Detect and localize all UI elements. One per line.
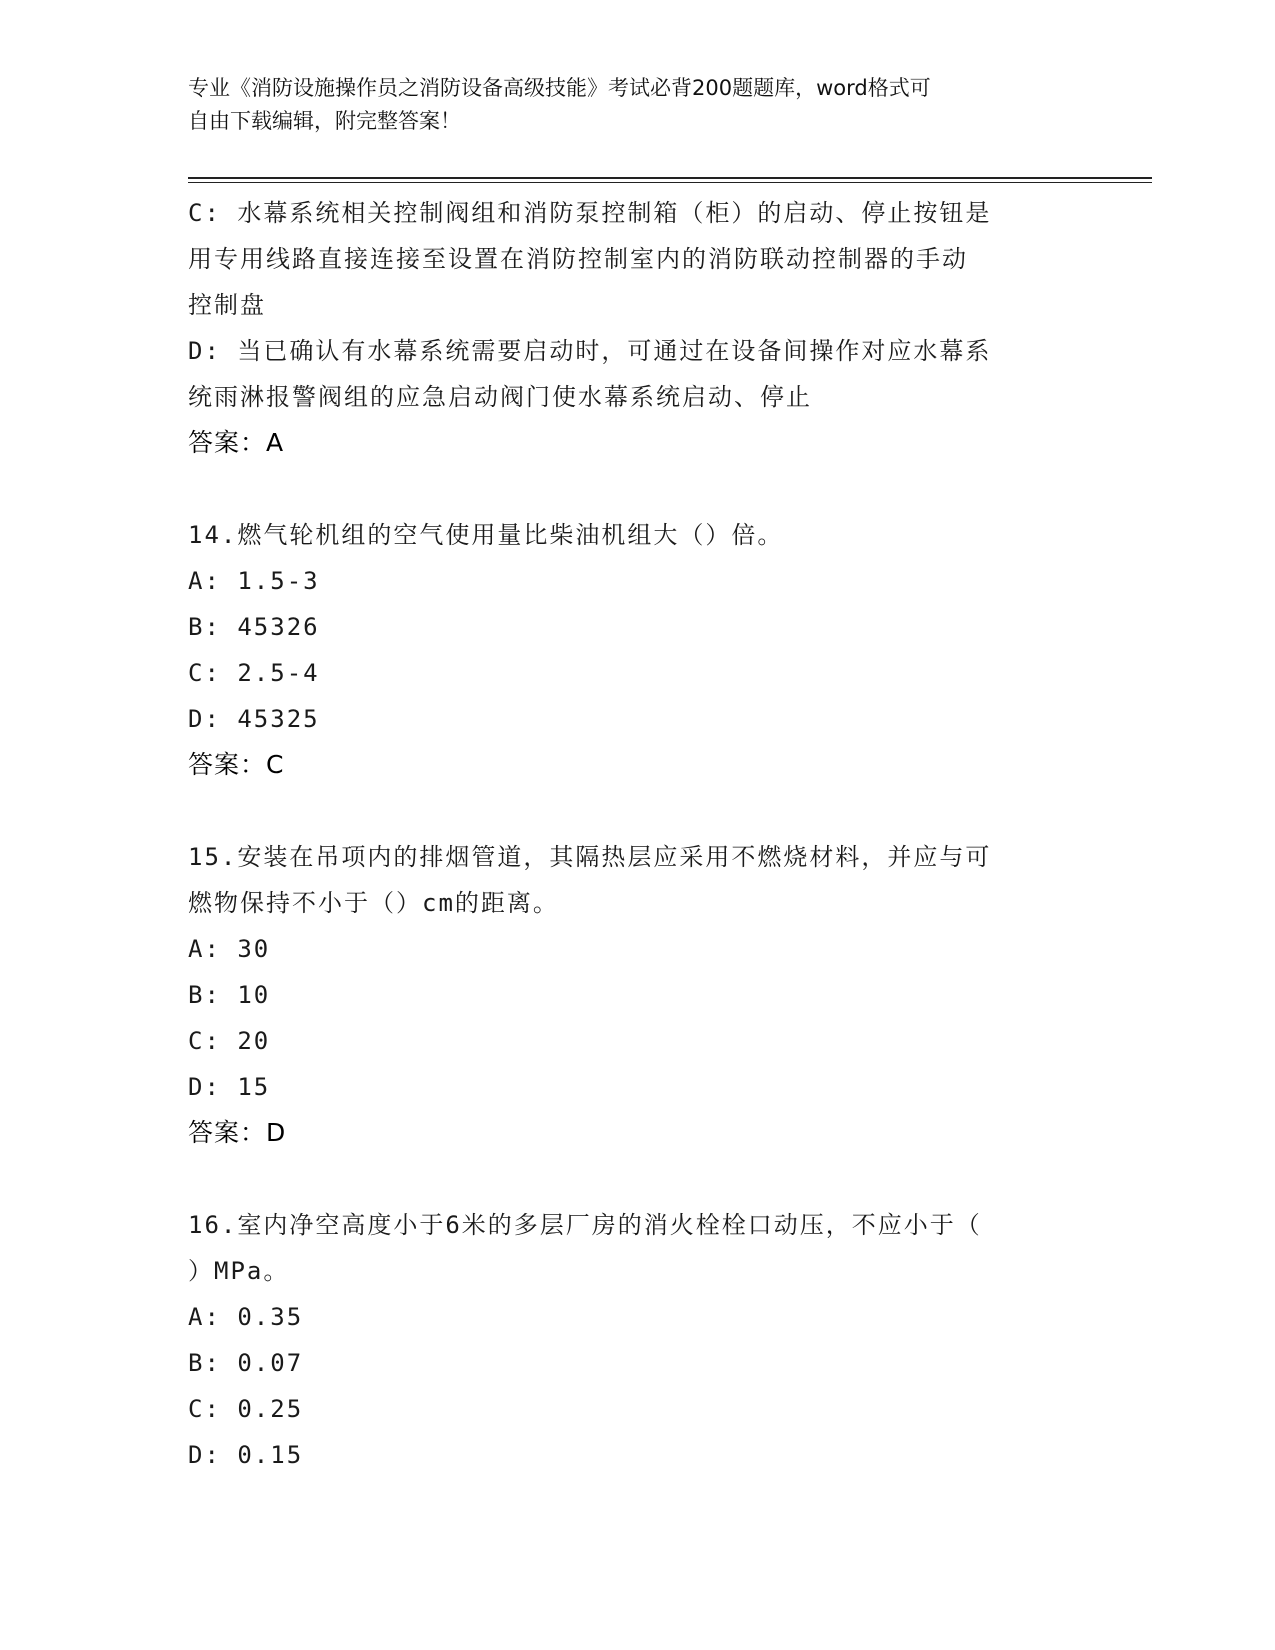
question-15-option-b: B: 10 <box>188 981 271 1009</box>
question-16-stem-line-2: ）MPa。 <box>188 1257 290 1285</box>
document-header <box>188 72 1088 138</box>
question-13-tail <box>188 190 1088 466</box>
answer-15: 答案：D <box>188 1118 287 1147</box>
answer-14: 答案：C <box>188 750 285 779</box>
answer-13: 答案：A <box>188 428 285 457</box>
document-body <box>188 190 1088 1478</box>
header-divider <box>188 177 1152 183</box>
question-15-option-d: D: 15 <box>188 1073 271 1101</box>
question-14 <box>188 512 1088 788</box>
question-14-option-b: B: 45326 <box>188 613 320 641</box>
question-14-option-c: C: 2.5-4 <box>188 659 320 687</box>
question-15-option-c: C: 20 <box>188 1027 271 1055</box>
option-c-line-1: C: 水幕系统相关控制阀组和消防泵控制箱（柜）的启动、停止按钮是 <box>188 199 992 227</box>
option-d-line-2: 统雨淋报警阀组的应急启动阀门使水幕系统启动、停止 <box>188 383 812 411</box>
question-15 <box>188 834 1088 1156</box>
option-c-line-3: 控制盘 <box>188 291 266 319</box>
question-16-option-c: C: 0.25 <box>188 1395 304 1423</box>
option-c-line-2: 用专用线路直接连接至设置在消防控制室内的消防联动控制器的手动 <box>188 245 968 273</box>
question-14-option-a: A: 1.5-3 <box>188 567 320 595</box>
option-d-line-1: D: 当已确认有水幕系统需要启动时，可通过在设备间操作对应水幕系 <box>188 337 992 365</box>
question-15-option-a: A: 30 <box>188 935 271 963</box>
question-16-option-b: B: 0.07 <box>188 1349 304 1377</box>
question-14-option-d: D: 45325 <box>188 705 320 733</box>
question-15-stem-line-1: 15.安装在吊项内的排烟管道，其隔热层应采用不燃烧材料，并应与可 <box>188 843 992 871</box>
question-16-option-a: A: 0.35 <box>188 1303 304 1331</box>
question-16-option-d: D: 0.15 <box>188 1441 304 1469</box>
header-title-line-1: 专业《消防设施操作员之消防设备高级技能》考试必背200题题库，word格式可 <box>188 76 931 100</box>
question-14-stem: 14.燃气轮机组的空气使用量比柴油机组大（）倍。 <box>188 521 784 549</box>
question-16 <box>188 1202 1088 1478</box>
question-16-stem-line-1: 16.室内净空高度小于6米的多层厂房的消火栓栓口动压，不应小于（ <box>188 1211 982 1239</box>
question-15-stem-line-2: 燃物保持不小于（）cm的距离。 <box>188 889 559 917</box>
header-title-line-2: 自由下载编辑，附完整答案！ <box>188 109 461 133</box>
